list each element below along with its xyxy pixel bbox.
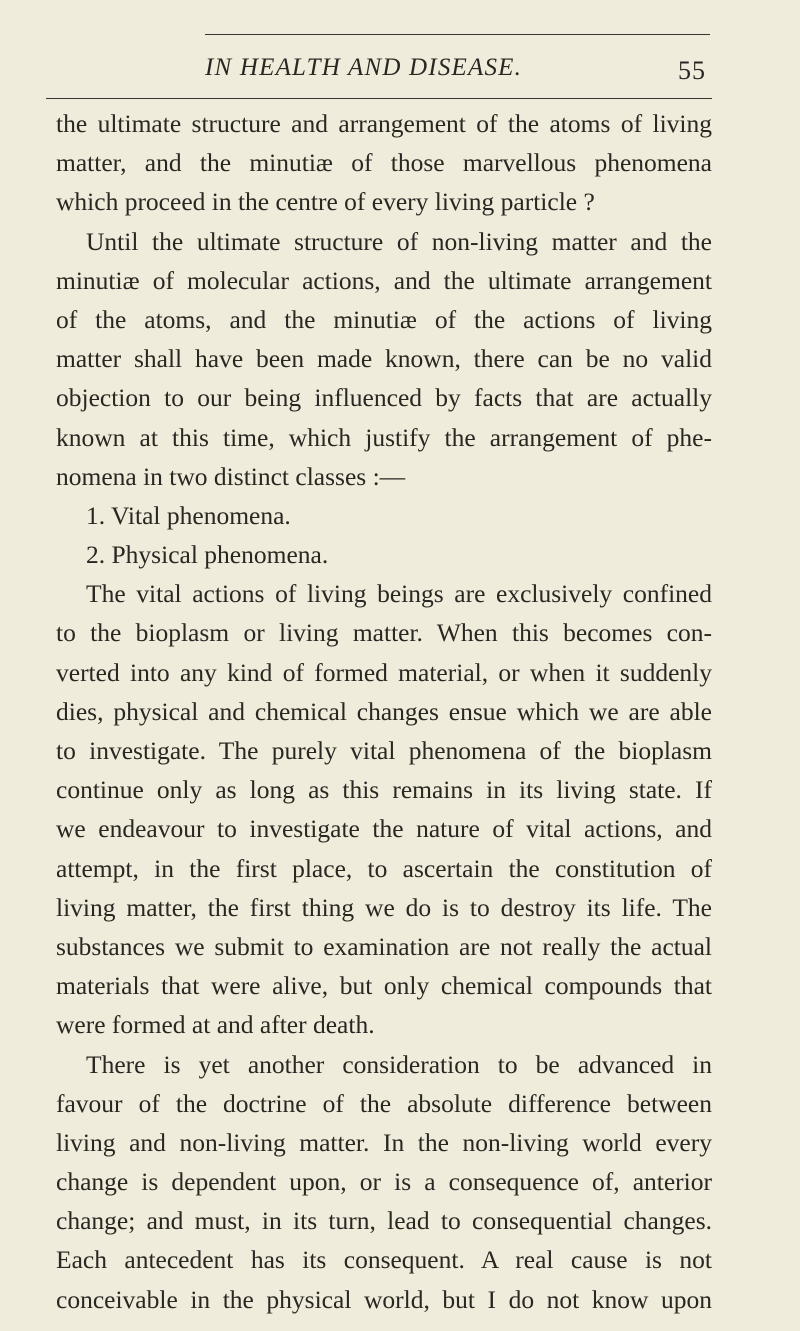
text-line: attempt, in the first place, to ascertain the constitution of xyxy=(56,853,712,883)
text-line: living matter, the first thing we do is to destroy its life. The xyxy=(56,892,712,922)
text-line: conceivable in the physical world, but I do not know upon xyxy=(56,1284,712,1314)
text-line: known at this time, which justify the arrangement of phe- xyxy=(56,422,712,452)
text-line: dies, physical and chemical changes ensue which we are able xyxy=(56,696,712,726)
body-text xyxy=(56,104,712,1319)
header-rule xyxy=(46,98,712,99)
running-head-title: IN HEALTH AND DISEASE. xyxy=(205,54,523,81)
text-line: we endeavour to investigate the nature of vital actions, and xyxy=(56,814,712,844)
text-line: materials that were alive, but only chemical compounds that xyxy=(56,971,712,1001)
text-line: continue only as long as this remains in its living state. If xyxy=(56,775,712,805)
list-item: 2. Physical phenomena. xyxy=(86,540,329,570)
text-line: to investigate. The purely vital phenomena of the bioplasm xyxy=(56,736,712,765)
text-line: were formed at and after death. xyxy=(56,1010,375,1040)
text-line: matter, and the minutiæ of those marvellous phenomena xyxy=(56,148,712,178)
text-line: Until the ultimate structure of non-living matter and the xyxy=(86,226,712,256)
text-line: The vital actions of living beings are exclusively confined xyxy=(86,579,712,609)
text-line: favour of the doctrine of the absolute difference between xyxy=(56,1088,712,1118)
text-line: Each antecedent has its consequent. A real cause is not xyxy=(56,1245,712,1275)
text-line: of the atoms, and the minutiæ of the actions of living xyxy=(56,304,712,334)
top-rule xyxy=(205,34,710,35)
text-line: the ultimate structure and arrangement of the atoms of living xyxy=(56,109,712,138)
page-number: 55 xyxy=(678,56,706,85)
text-line: There is yet another consideration to be advanced in xyxy=(86,1049,712,1079)
text-line: change is dependent upon, or is a consequence of, anterior xyxy=(56,1167,712,1197)
text-line: which proceed in the centre of every living particle ? xyxy=(56,187,595,217)
list-item: 1. Vital phenomena. xyxy=(86,500,291,530)
text-line: objection to our being influenced by facts that are actually xyxy=(56,383,712,413)
text-line: change; and must, in its turn, lead to consequential changes. xyxy=(56,1206,712,1236)
text-line: substances we submit to examination are not really the actual xyxy=(56,931,712,961)
text-line: to the bioplasm or living matter. When this becomes con- xyxy=(56,618,712,648)
text-line: living and non-living matter. In the non-living world every xyxy=(56,1127,712,1157)
text-line: matter shall have been made known, there can be no valid xyxy=(56,344,712,374)
text-line: verted into any kind of formed material, or when it suddenly xyxy=(56,657,712,687)
running-head xyxy=(205,54,710,94)
text-line: nomena in two distinct classes :— xyxy=(56,461,406,491)
text-line: minutiæ of molecular actions, and the ultimate arrangement xyxy=(56,265,712,295)
